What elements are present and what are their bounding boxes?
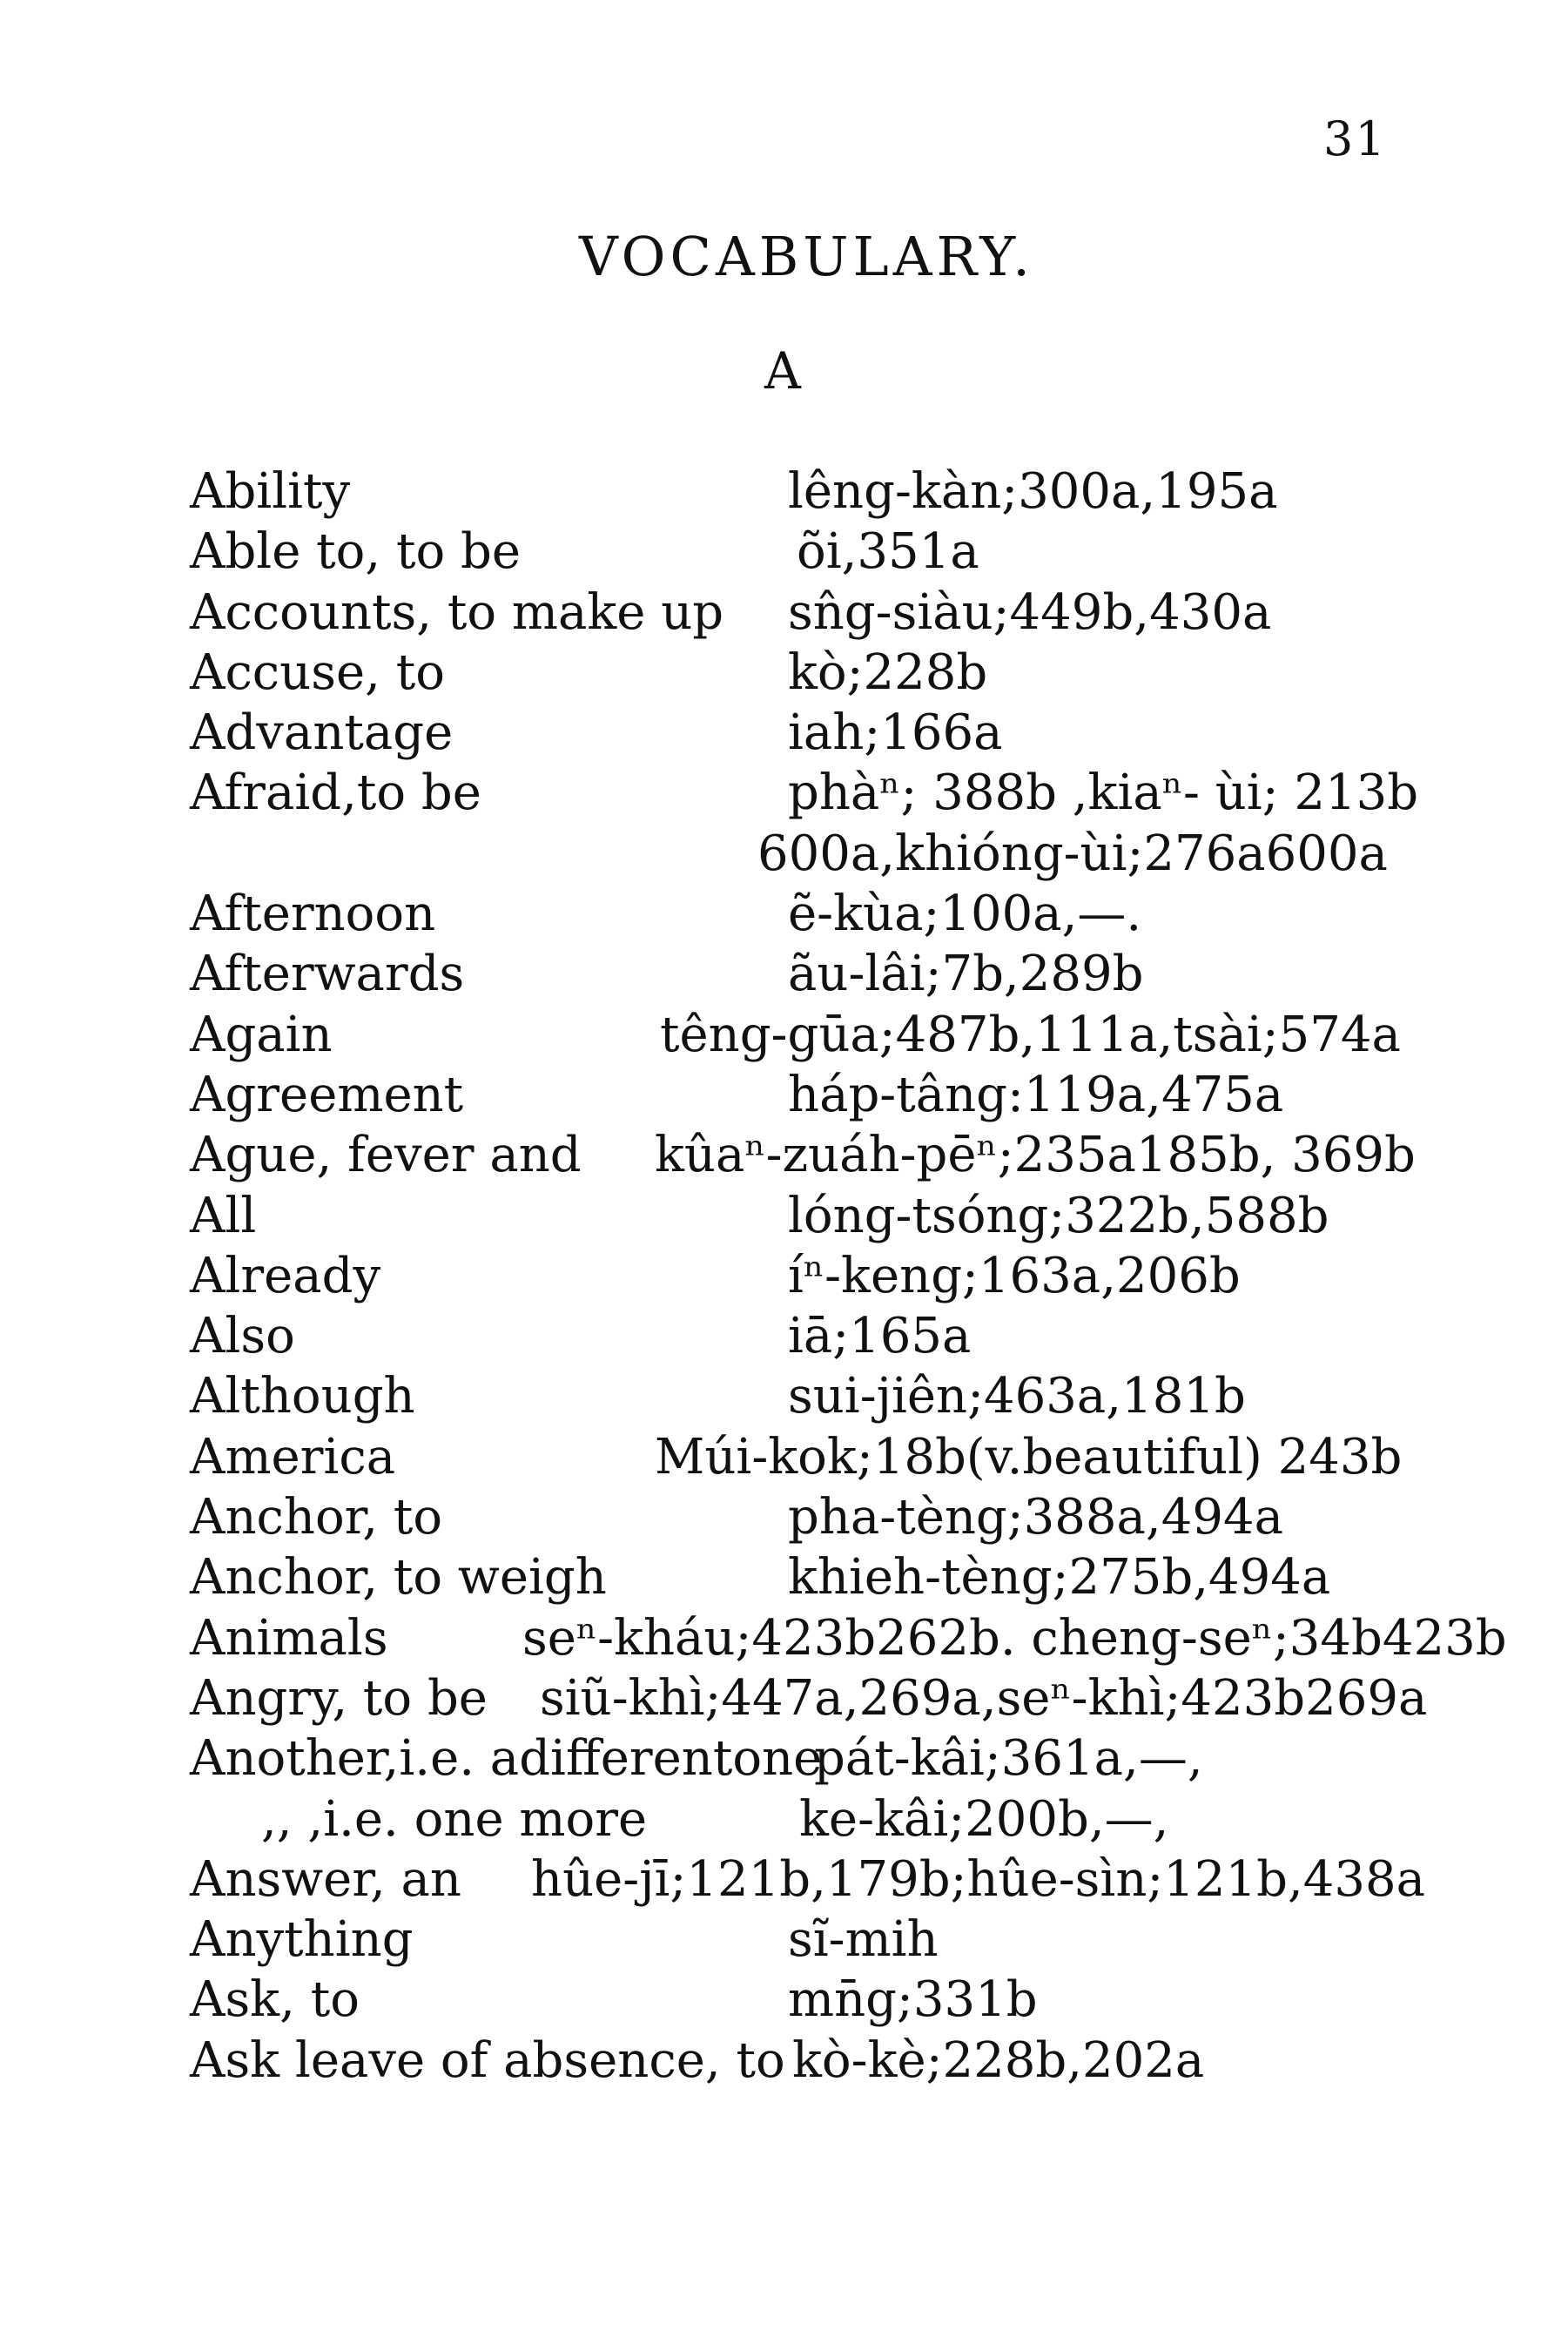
- section-letter: A: [764, 341, 801, 401]
- entry-term: Angry, to be: [190, 1669, 488, 1727]
- entry-translation: 600a,khióng-ùi;276a600a: [757, 825, 1388, 882]
- entry-term: Already: [190, 1247, 381, 1304]
- entry-translation: mn̄g;331b: [788, 1971, 1038, 2029]
- entry-translation: háp-tâng:119a,475a: [788, 1066, 1284, 1123]
- entry-term: Afraid,to be: [190, 765, 481, 822]
- list-item: [0, 1005, 1568, 1065]
- entry-term: Anchor, to weigh: [190, 1549, 607, 1607]
- entry-term: Again: [190, 1006, 333, 1063]
- list-item: [0, 1065, 1568, 1125]
- list-item: [0, 1246, 1568, 1306]
- entry-term: Another,i.e. adifferentone: [190, 1730, 823, 1788]
- entry-translation: õi,351a: [797, 523, 979, 581]
- entry-term: Anchor, to: [190, 1489, 443, 1546]
- entry-translation: sn̂g-siàu;449b,430a: [788, 583, 1272, 641]
- list-item: [0, 1487, 1568, 1547]
- list-item: [0, 1306, 1568, 1366]
- list-item: [0, 1125, 1568, 1185]
- entry-translation: kò;228b: [788, 643, 988, 701]
- list-item: [0, 824, 1568, 884]
- entry-term: Agreement: [190, 1066, 464, 1123]
- entry-translation: kò-kè;228b,202a: [792, 2031, 1205, 2089]
- entry-translation: pha-tèng;388a,494a: [788, 1489, 1283, 1546]
- entry-translation: lóng-tsóng;322b,588b: [788, 1187, 1329, 1244]
- list-item: [0, 1608, 1568, 1668]
- entry-term: ,, ,i.e. one more: [261, 1790, 648, 1848]
- entry-translation: ãu-lâi;7b,289b: [788, 946, 1144, 1003]
- list-item: [0, 1970, 1568, 2030]
- list-item: [0, 1910, 1568, 1970]
- list-item: [0, 884, 1568, 944]
- entry-term: Although: [190, 1368, 415, 1425]
- entry-translation: ẽ-kùa;100a,—.: [788, 886, 1142, 943]
- entry-term: Anything: [190, 1911, 414, 1969]
- entry-term: Ability: [190, 463, 351, 520]
- entry-translation: Múi-kok;18b(v.beautiful) 243b: [655, 1428, 1403, 1485]
- entry-translation: hûe-jī;121b,179b;hûe-sìn;121b,438a: [531, 1850, 1426, 1908]
- vocabulary-list: [0, 461, 1568, 2091]
- list-item: [0, 2031, 1568, 2091]
- entry-translation: sĩ-mih: [788, 1911, 939, 1969]
- list-item: [0, 1668, 1568, 1728]
- list-item: [0, 1849, 1568, 1910]
- list-item: [0, 1366, 1568, 1426]
- list-item: [0, 1547, 1568, 1607]
- entry-term: America: [190, 1428, 396, 1485]
- entry-term: Ask leave of absence, to: [190, 2031, 785, 2089]
- entry-term: Able to, to be: [190, 523, 521, 581]
- list-item: [0, 763, 1568, 823]
- entry-term: Ague, fever and: [190, 1127, 582, 1184]
- list-item: [0, 461, 1568, 522]
- entry-term: Answer, an: [190, 1850, 461, 1908]
- entry-translation: iā;165a: [788, 1308, 972, 1365]
- entry-term: Accounts, to make up: [190, 583, 724, 641]
- entry-translation: íⁿ-keng;163a,206b: [788, 1247, 1241, 1304]
- entry-translation: pát-kâi;361a,—,: [814, 1730, 1203, 1788]
- list-item: [0, 643, 1568, 703]
- entry-term: Afternoon: [190, 886, 436, 943]
- entry-translation: lêng-kàn;300a,195a: [788, 463, 1278, 520]
- list-item: [0, 703, 1568, 763]
- entry-translation: khieh-tèng;275b,494a: [788, 1549, 1331, 1607]
- entry-translation: kûaⁿ-zuáh-pēⁿ;235a185b, 369b: [655, 1127, 1416, 1184]
- list-item: [0, 522, 1568, 582]
- page-number: 31: [1323, 111, 1387, 166]
- list-item: [0, 583, 1568, 643]
- entry-term: Animals: [190, 1609, 388, 1667]
- entry-term: Ask, to: [190, 1971, 360, 2029]
- entry-translation: ke-kâi;200b,—,: [799, 1790, 1169, 1848]
- entry-translation: sui-jiên;463a,181b: [788, 1368, 1246, 1425]
- list-item: [0, 1186, 1568, 1246]
- entry-term: All: [190, 1187, 257, 1244]
- list-item: [0, 944, 1568, 1004]
- page-title: VOCABULARY.: [579, 225, 1034, 288]
- entry-term: Advantage: [190, 704, 454, 762]
- entry-translation: seⁿ-kháu;423b262b. cheng-seⁿ;34b423b: [522, 1609, 1507, 1667]
- list-item: [0, 1427, 1568, 1487]
- entry-translation: siũ-khì;447a,269a,seⁿ-khì;423b269a: [540, 1669, 1428, 1727]
- entry-translation: phàⁿ; 388b ,kiaⁿ- ùi; 213b: [788, 765, 1419, 822]
- entry-term: Accuse, to: [190, 643, 445, 701]
- list-item: [0, 1728, 1568, 1789]
- list-item: [0, 1789, 1568, 1849]
- entry-term: Afterwards: [190, 946, 465, 1003]
- entry-translation: iah;166a: [788, 704, 1003, 762]
- entry-term: Also: [190, 1308, 295, 1365]
- entry-translation: têng-gūa;487b,111a,tsài;574a: [660, 1006, 1401, 1063]
